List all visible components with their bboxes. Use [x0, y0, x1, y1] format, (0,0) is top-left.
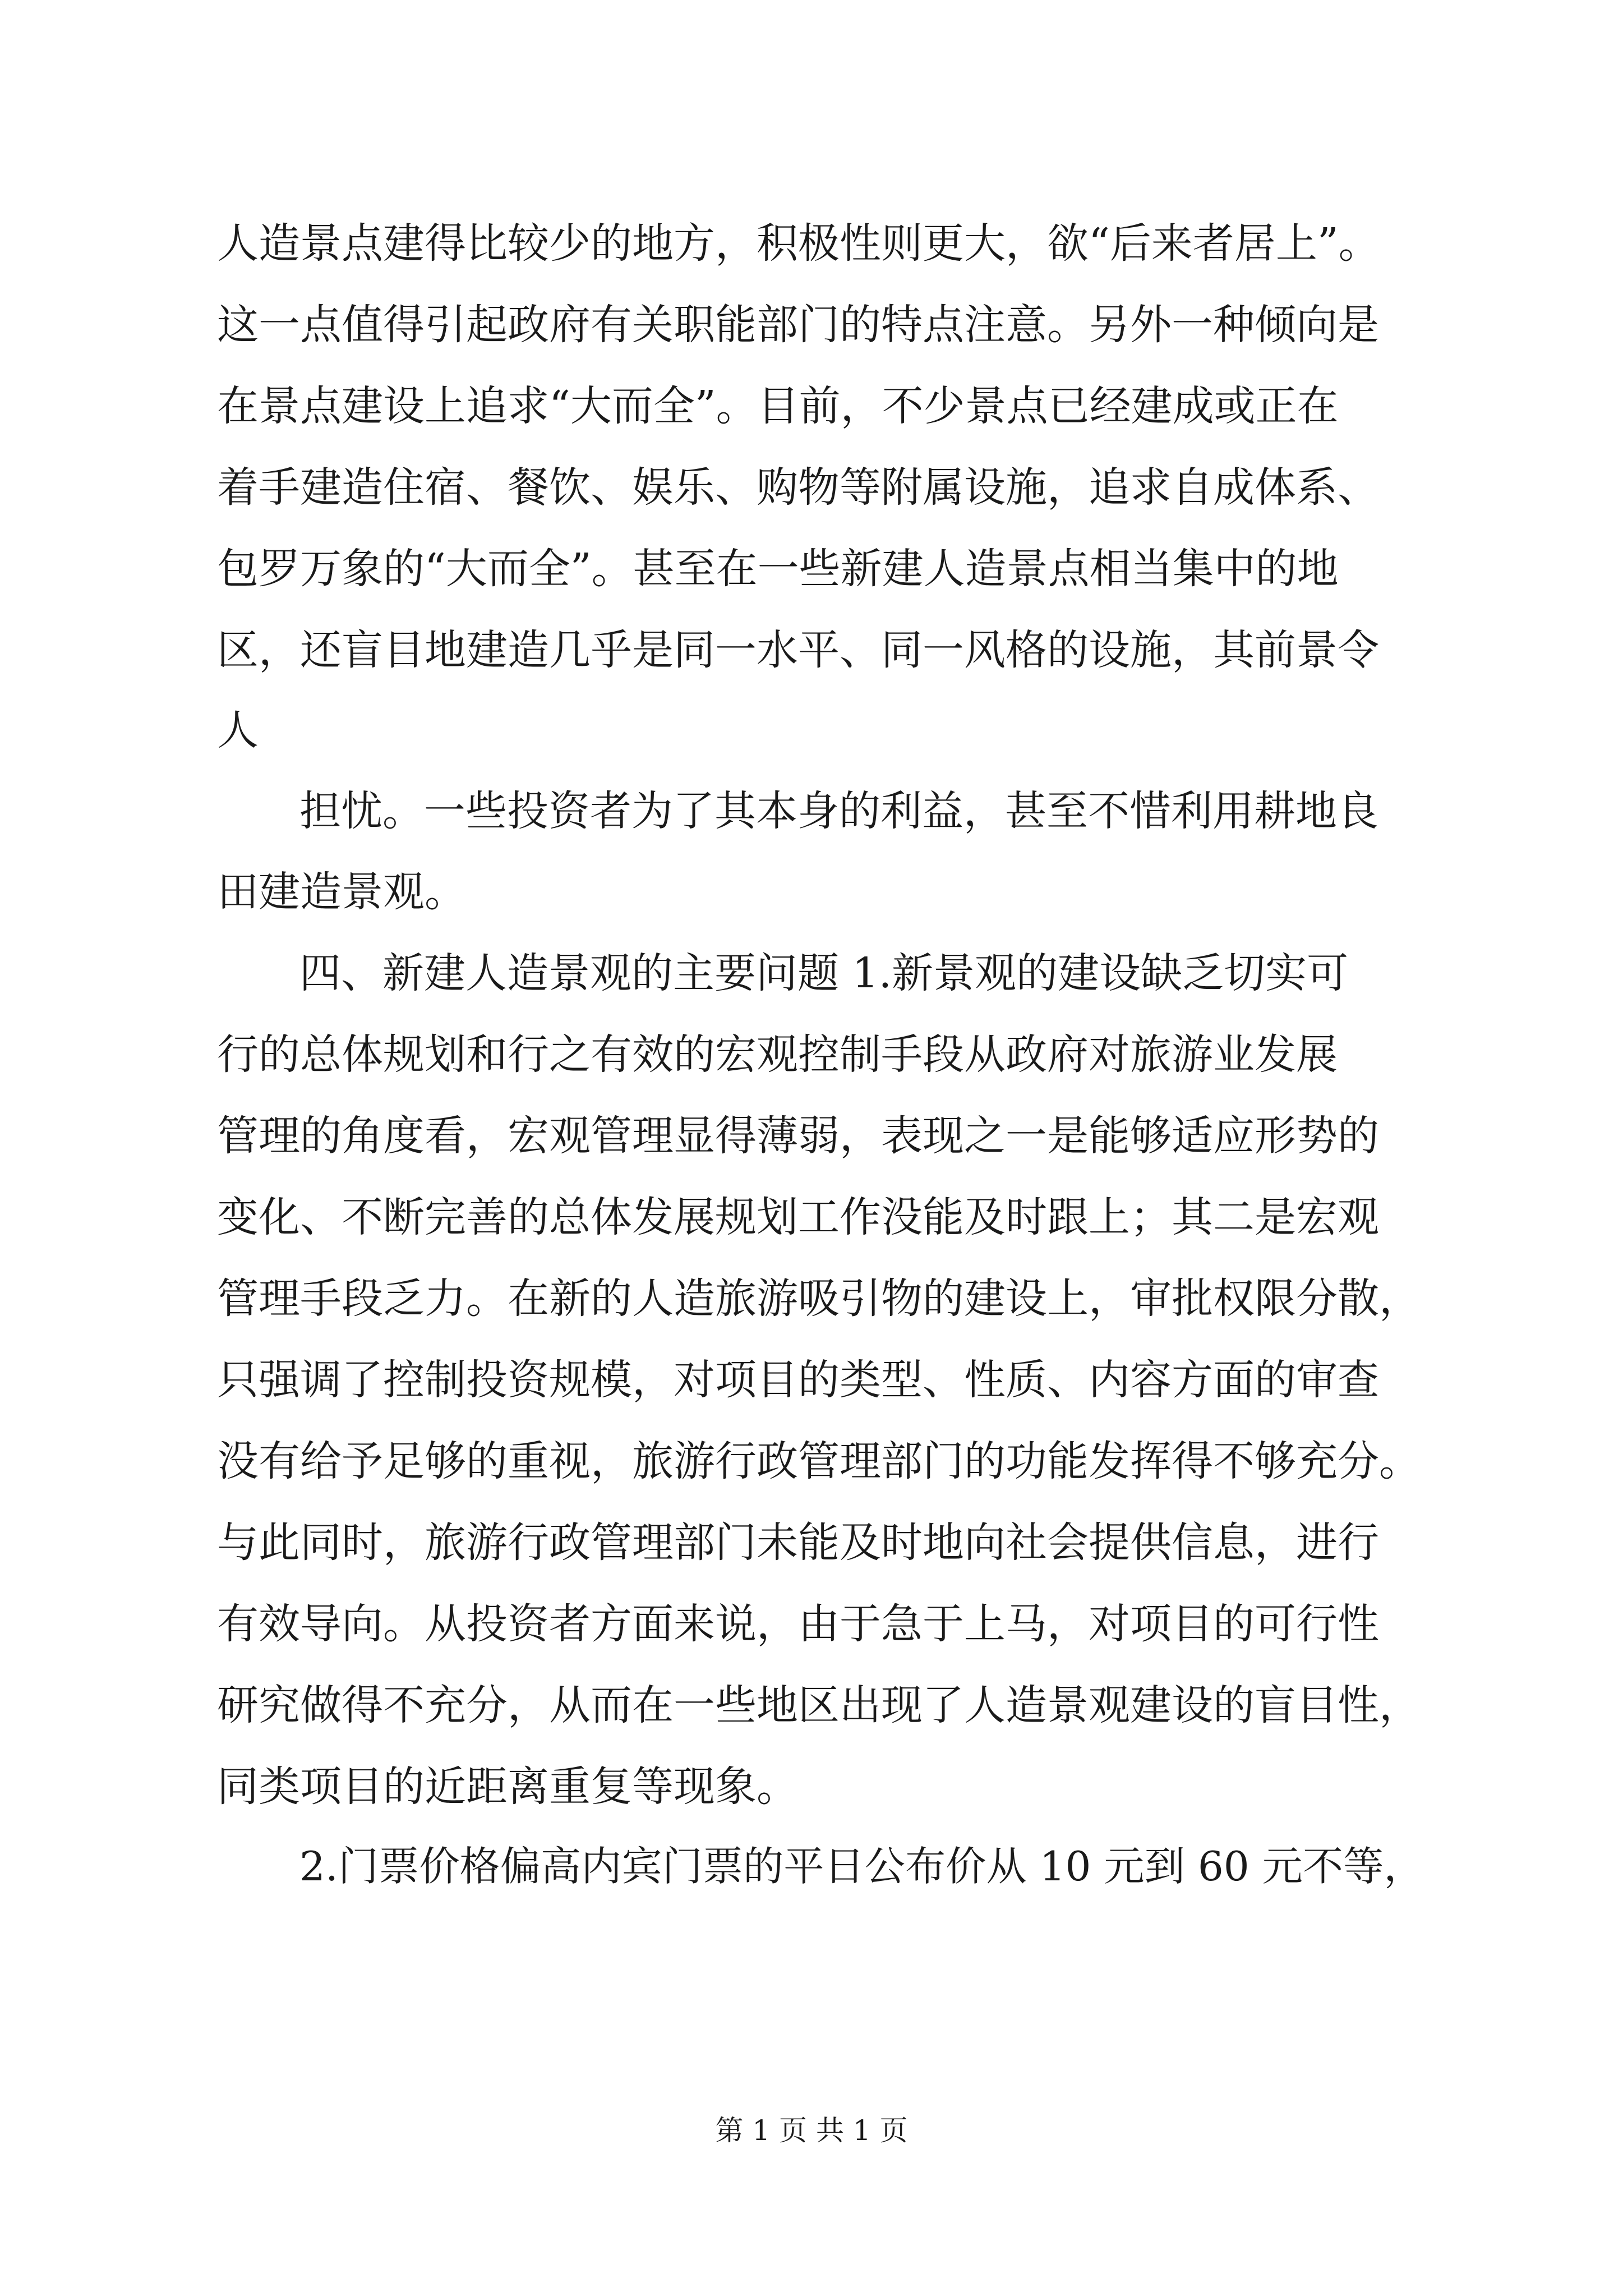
line-text: 人造景点建得比较少的地方，积极性则更大，欲“后来者居上”。 [217, 219, 1380, 268]
line-text: 这一点值得引起政府有关职能部门的特点注意。另外一种倾向是 [217, 301, 1379, 349]
line-text: 与此同时，旅游行政管理部门未能及时地向社会提供信息，进行 [217, 1519, 1379, 1567]
line-text: 没有给予足够的重视，旅游行政管理部门的功能发挥得不够充分。 [217, 1437, 1421, 1485]
line-text: 管理手段乏力。在新的人造旅游吸引物的建设上，审批权限分散， [217, 1274, 1421, 1323]
line-text: 同类项目的近距离重复等现象。 [217, 1763, 798, 1811]
line-text: 人 [217, 706, 259, 754]
line-text: 田建造景观。 [217, 868, 466, 916]
page-footer: 第 1 页 共 1 页 [715, 2114, 908, 2147]
line-text: 在景点建设上追求“大而全”。目前，不少景点已经建成或正在 [217, 382, 1339, 430]
line-text: 担忧。一些投资者为了其本身的利益，甚至不惜利用耕地良 [299, 787, 1378, 835]
line-text: 行的总体规划和行之有效的宏观控制手段从政府对旅游业发展 [217, 1030, 1338, 1079]
line-text: 只强调了控制投资规模，对项目的类型、性质、内容方面的审查 [217, 1356, 1379, 1404]
line-text: 变化、不断完善的总体发展规划工作没能及时跟上；其二是宏观 [217, 1193, 1379, 1241]
line-text: 有效导向。从投资者方面来说，由于急于上马，对项目的可行性 [217, 1600, 1379, 1648]
line-text: 区，还盲目地建造几乎是同一水平、同一风格的设施，其前景令 [217, 626, 1379, 674]
line-text: 研究做得不充分，从而在一些地区出现了人造景观建设的盲目性， [217, 1681, 1421, 1729]
line-text: 四、新建人造景观的主要问题 1.新景观的建设缺乏切实可 [299, 949, 1349, 997]
line-text: 管理的角度看，宏观管理显得薄弱，表现之一是能够适应形势的 [217, 1112, 1379, 1160]
line-text: 包罗万象的“大而全”。甚至在一些新建人造景点相当集中的地 [217, 545, 1339, 593]
line-text: 2.门票价格偏高内宾门票的平日公布价从 10 元到 60 元不等， [299, 1843, 1424, 1890]
line-text: 着手建造住宿、餐饮、娱乐、购物等附属设施，追求自成体系、 [217, 463, 1379, 512]
